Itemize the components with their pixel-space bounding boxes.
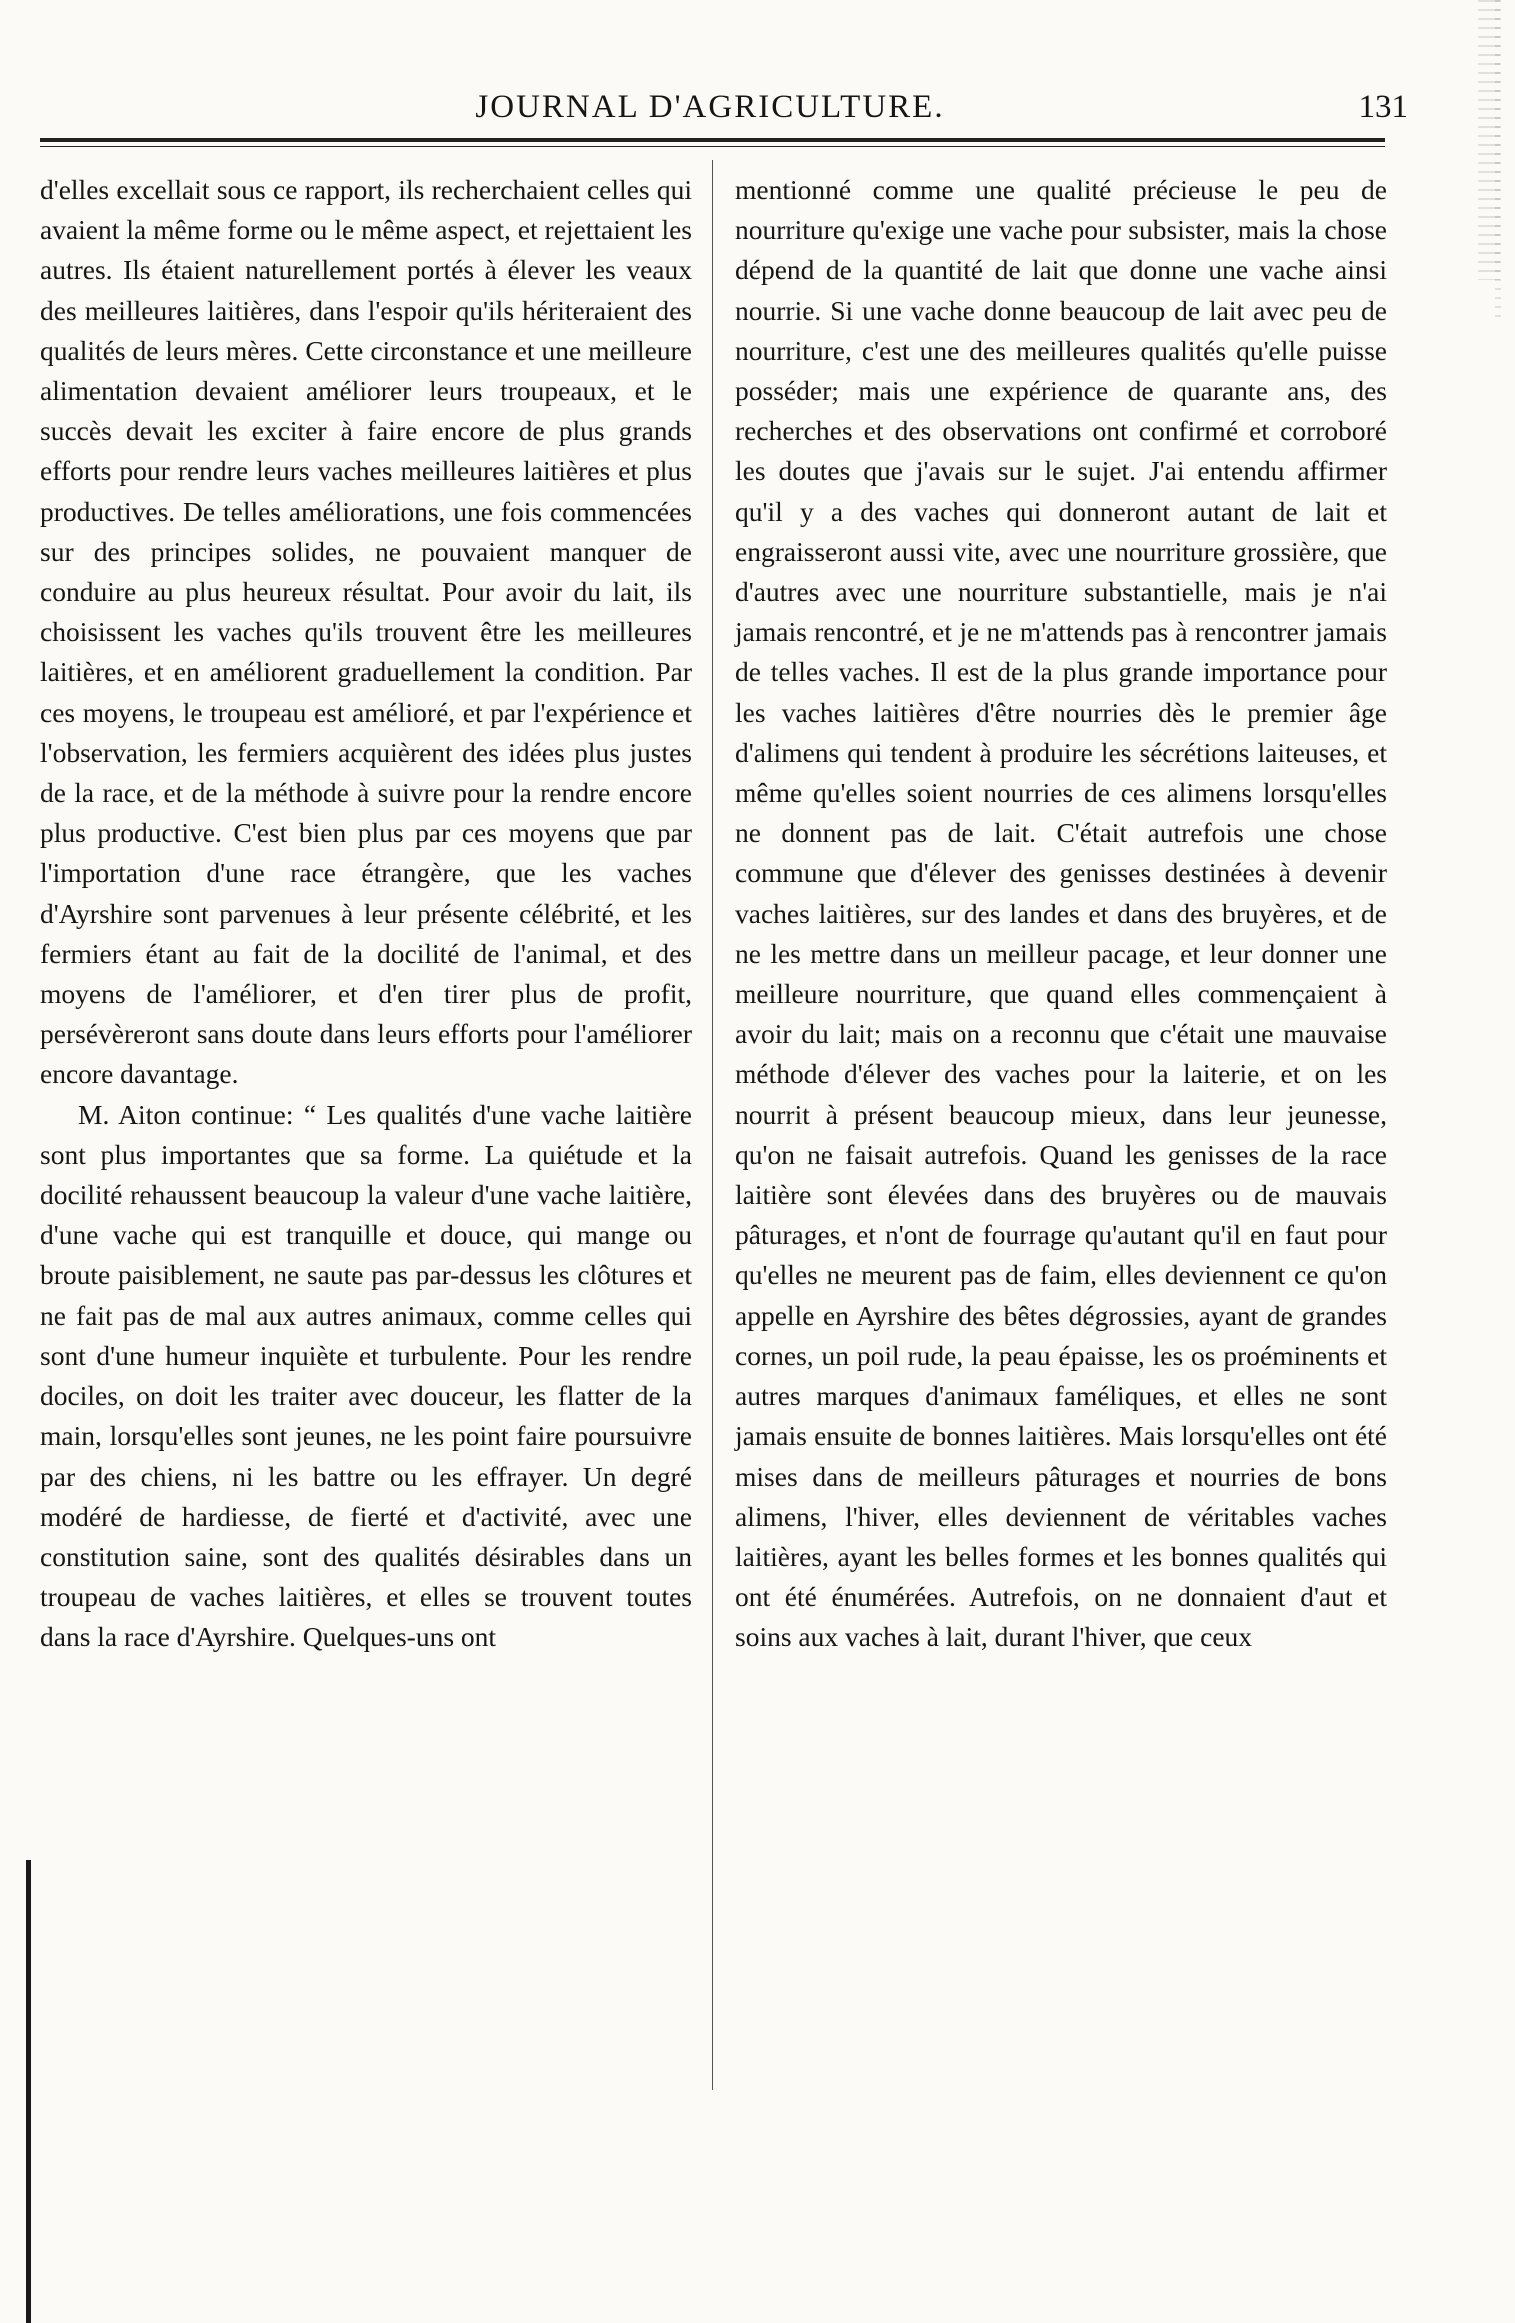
- page-header: [30, 82, 1408, 132]
- right-column: [735, 170, 1387, 2090]
- paragraph: d'elles excellait sous ce rapport, ils recherchaient celles qui avaient la même forme ou le même aspect, et rejettaient les autres. Ils étaient naturellement portés à élever les veaux des meilleures laitières, dans l'espoir qu'ils hériteraient des qualités de leurs mères. Cette circonstance et une meilleure alimentation devaient améliorer leurs troupeaux, et le succès devait les exciter à faire encore de plus grands efforts pour rendre leurs vaches meilleures laitières et plus productives. De telles améliorations, une fois commencées sur des principes solides, ne pouvaient manquer de conduire au plus heureux résultat. Pour avoir du lait, ils choisissent les vaches qu'ils trouvent être les meilleures laitières, et en améliorent graduellement la condition. Par ces moyens, le troupeau est amélioré, et par l'expérience et l'observation, les fermiers acquièrent des idées plus justes de la race, et de la méthode à suivre pour la rendre encore plus productive. C'est bien plus par ces moyens que par l'importation d'une race étrangère, que les vaches d'Ayrshire sont parvenues à leur présente célébrité, et les fermiers étant au fait de la docilité de l'animal, et des moyens de l'améliorer, et d'en tirer plus de profit, persévèreront sans doute dans leurs efforts pour l'améliorer encore davantage.: [40, 174, 692, 1090]
- paragraph: M. Aiton continue: “ Les qualités d'une vache laitière sont plus importantes que sa forme. La quiétude et la docilité rehaussent beaucoup la valeur d'une vache laitière, d'une vache qui est tranquille et douce, qui mange ou broute paisiblement, ne saute pas par-dessus les clôtures et ne fait pas de mal aux autres animaux, comme celles qui sont d'une humeur inquiète et turbulente. Pour les rendre dociles, on doit les traiter avec douceur, les flatter de la main, lorsqu'elles sont jeunes, ne les point faire poursuivre par des chiens, ni les battre ou les effrayer. Un degré modéré de hardiesse, de fierté et d'activité, avec une constitution saine, sont des qualités désirables dans un troupeau de vaches laitières, et elles se trouvent toutes dans la race d'Ayrshire. Quelques-uns ont: [40, 1098, 692, 1653]
- header-rule-thick: [40, 138, 1385, 142]
- margin-mark: [26, 1860, 31, 2323]
- running-title: JOURNAL D'AGRICULTURE.: [475, 89, 945, 125]
- page-number: 131: [1358, 89, 1408, 125]
- scan-edge-noise: [1495, 0, 1501, 320]
- paragraph: mentionné comme une qualité précieuse le peu de nourriture qu'exige une vache pour subsister, mais la chose dépend de la quantité de lait que donne une vache ainsi nourrie. Si une vache donne beaucoup de lait avec peu de nourriture, c'est une des meilleures qualités qu'elle puisse posséder; mais une expérience de quarante ans, des recherches et des observations ont confirmé et corroboré les doutes que j'avais sur le sujet. J'ai entendu affirmer qu'il y a des vaches qui donneront autant de lait et engraisseront aussi vite, avec une nourriture grossière, que d'autres avec une nourriture substantielle, mais je n'ai jamais rencontré, et je ne m'attends pas à rencontrer jamais de telles vaches. Il est de la plus grande importance pour les vaches laitières d'être nourries dès le premier âge d'alimens qui tendent à produire les sécrétions laiteuses, et même qu'elles soient nourries de ces alimens lorsqu'elles ne donnent pas de lait. C'était autrefois une chose commune que d'élever des genisses destinées à devenir vaches laitières, sur des landes et dans des bruyères, et de ne les mettre dans un meilleur pacage, et leur donner une meilleure nourriture, que quand elles commençaient à avoir du lait; mais on a reconnu que c'était une mauvaise méthode d'élever des vaches pour la laiterie, et on les nourrit à présent beaucoup mieux, dans leur jeunesse, qu'on ne faisait autrefois. Quand les genisses de la race laitière sont élevées dans des bruyères ou de mauvais pâturages, et n'ont de fourrage qu'autant qu'il en faut pour qu'elles ne meurent pas de faim, elles deviennent ce qu'on appelle en Ayrshire des bêtes dégrossies, ayant de grandes cornes, un poil rude, la peau épaisse, les os proéminents et autres marques d'animaux faméliques, et elles ne sont jamais ensuite de bonnes laitières. Mais lorsqu'elles ont été mises dans de meilleurs pâturages et nourries de bons alimens, l'hiver, elles deviennent de véritables vaches laitières, ayant les belles formes et les bonnes qualités qui ont été énumérées. Autrefois, on ne donnaient d'aut et soins aux vaches à lait, durant l'hiver, que ceux: [735, 174, 1387, 1653]
- header-rule-thin: [40, 146, 1385, 147]
- column-divider: [712, 160, 713, 2090]
- left-column: [40, 170, 692, 2090]
